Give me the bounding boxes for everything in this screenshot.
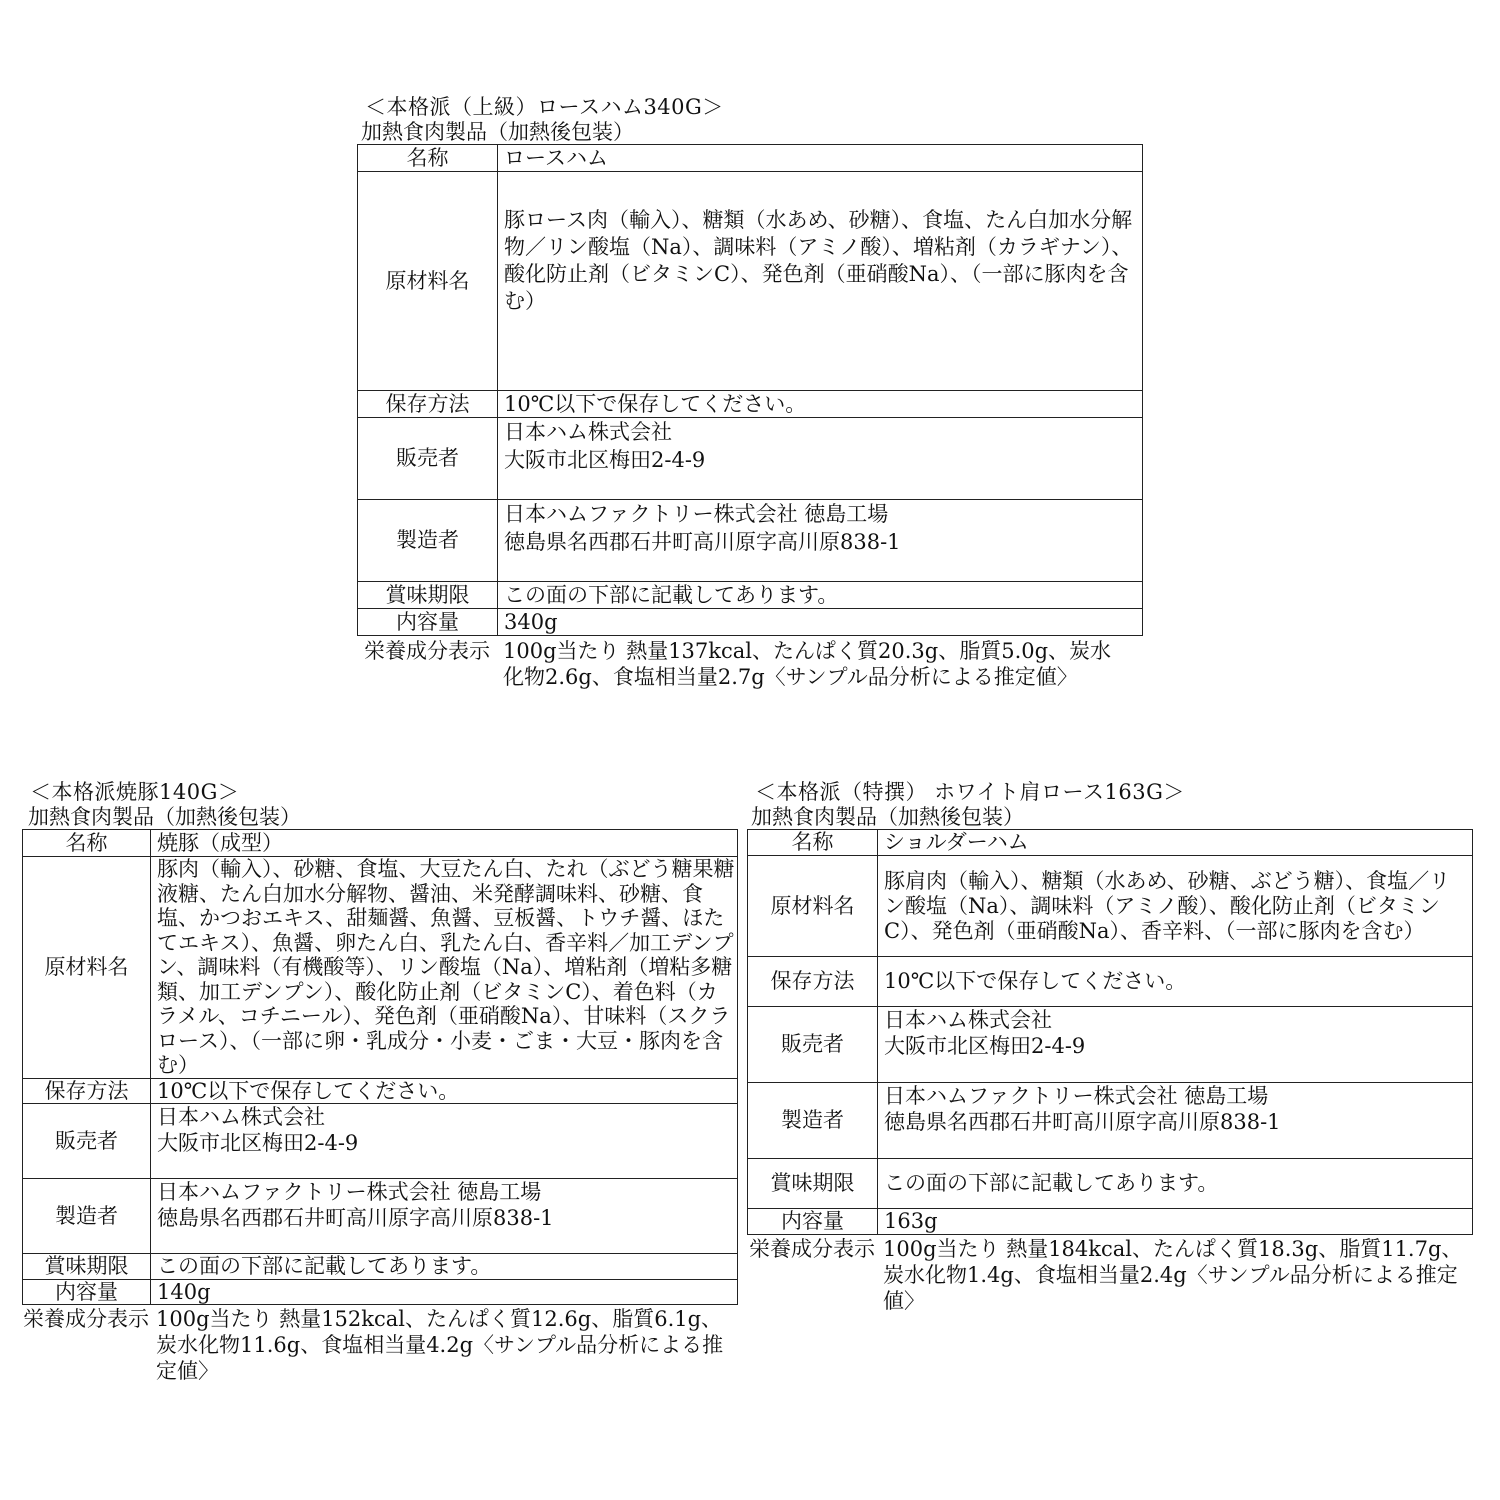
product-title: ＜本格派焼豚140G＞ [30,780,240,804]
row-storage [23,1078,738,1104]
row-value: この面の下部に記載してあります。 [151,1254,738,1280]
row-name [748,830,1473,856]
row-value: 10℃以下で保存してください。 [878,957,1473,1007]
row-manufacturer [23,1179,738,1254]
row-key: 製造者 [23,1179,151,1254]
nutrition-key: 栄養成分表示 [23,1307,149,1331]
product-category: 加熱食肉製品（加熱後包装） [361,120,634,144]
label-roast-pork [22,780,737,1384]
row-value: 日本ハム株式会社 大阪市北区梅田2-4-9 [498,418,1143,500]
row-seller [358,418,1143,500]
row-key: 賞味期限 [748,1159,878,1209]
label-table [357,144,1143,636]
row-name [23,830,738,857]
row-value: この面の下部に記載してあります。 [498,582,1143,609]
row-value: 日本ハム株式会社 大阪市北区梅田2-4-9 [878,1007,1473,1083]
row-key: 内容量 [358,609,498,636]
label-white-shoulder-roast [747,780,1472,1314]
nutrition-facts [357,638,1142,690]
product-title: ＜本格派（特撰） ホワイト肩ロース163G＞ [755,780,1185,804]
nutrition-facts [747,1236,1472,1314]
row-value: 10℃以下で保存してください。 [498,391,1143,418]
row-manufacturer [748,1083,1473,1159]
label-table [747,829,1473,1235]
row-value: 豚ロース肉（輸入）、糖類（水あめ、砂糖）、食塩、たん白加水分解物／リン酸塩（Na）、調味料（アミノ酸）、増粘剤（カラギナン）、酸化防止剤（ビタミンC）、発色剤（亜硝酸Na）、（一部に豚肉を含む） [498,172,1143,391]
row-value: 豚肩肉（輸入）、糖類（水あめ、砂糖、ぶどう糖）、食塩／リン酸塩（Na）、調味料（アミノ酸）、酸化防止剤（ビタミンC）、発色剤（亜硝酸Na）、香辛料、（一部に豚肉を含む） [878,856,1473,957]
row-storage [748,957,1473,1007]
row-net-weight [23,1279,738,1305]
row-key: 原材料名 [748,856,878,957]
row-key: 名称 [23,830,151,857]
row-key: 賞味期限 [358,582,498,609]
row-best-before [358,582,1143,609]
row-key: 内容量 [748,1209,878,1235]
row-key: 保存方法 [358,391,498,418]
row-ingredients [23,857,738,1079]
row-storage [358,391,1143,418]
row-key: 販売者 [358,418,498,500]
row-seller [748,1007,1473,1083]
product-title: ＜本格派（上級）ロースハム340G＞ [365,95,724,119]
row-best-before [748,1159,1473,1209]
row-value: 10℃以下で保存してください。 [151,1078,738,1104]
row-best-before [23,1254,738,1280]
row-key: 内容量 [23,1279,151,1305]
row-key: 製造者 [748,1083,878,1159]
row-key: 名称 [358,145,498,172]
row-key: 製造者 [358,500,498,582]
row-net-weight [748,1209,1473,1235]
row-manufacturer [358,500,1143,582]
row-key: 販売者 [23,1104,151,1179]
nutrition-value: 100g当たり 熱量137kcal、たんぱく質20.3g、脂質5.0g、炭水化物2.6g、食塩相当量2.7g〈サンプル品分析による推定値〉 [503,639,1112,689]
row-value: 豚肉（輸入）、砂糖、食塩、大豆たん白、たれ（ぶどう糖果糖液糖、たん白加水分解物、醤油、米発酵調味料、砂糖、食塩、かつおエキス、甜麺醤、魚醤、豆板醤、トウチ醤、ほたてエキス）、魚醤、卵たん白、乳たん白、香辛料／加工デンプン、調味料（有機酸等）、リン酸塩（Na）、増粘剤（増粘多糖類、加工デンプン）、酸化防止剤（ビタミンC）、着色料（カラメル、コチニール）、発色剤（亜硝酸Na）、甘味料（スクラロース）、（一部に卵・乳成分・小麦・ごま・大豆・豚肉を含む） [151,857,738,1079]
row-value: ショルダーハム [878,830,1473,856]
nutrition-key: 栄養成分表示 [749,1237,875,1261]
nutrition-value: 100g当たり 熱量184kcal、たんぱく質18.3g、脂質11.7g、炭水化物1.4g、食塩相当量2.4g〈サンプル品分析による推定値〉 [883,1237,1463,1313]
row-seller [23,1104,738,1179]
row-value: 日本ハム株式会社 大阪市北区梅田2-4-9 [151,1104,738,1179]
label-roast-ham [357,95,1142,690]
row-key: 原材料名 [358,172,498,391]
nutrition-facts [22,1306,737,1384]
row-ingredients [748,856,1473,957]
row-key: 販売者 [748,1007,878,1083]
nutrition-value: 100g当たり 熱量152kcal、たんぱく質12.6g、脂質6.1g、炭水化物11.6g、食塩相当量4.2g〈サンプル品分析による推定値〉 [156,1307,724,1383]
row-key: 原材料名 [23,857,151,1079]
row-value: 163g [878,1209,1473,1235]
product-category: 加熱食肉製品（加熱後包装） [28,805,301,829]
row-value: 日本ハムファクトリー株式会社 徳島工場 徳島県名西郡石井町高川原字高川原838-1 [498,500,1143,582]
row-name [358,145,1143,172]
row-value: ロースハム [498,145,1143,172]
row-key: 保存方法 [23,1078,151,1104]
row-key: 賞味期限 [23,1254,151,1280]
row-value: 140g [151,1279,738,1305]
row-key: 名称 [748,830,878,856]
row-value: この面の下部に記載してあります。 [878,1159,1473,1209]
label-table [22,829,738,1305]
row-value: 焼豚（成型） [151,830,738,857]
row-net-weight [358,609,1143,636]
nutrition-key: 栄養成分表示 [364,639,490,663]
product-category: 加熱食肉製品（加熱後包装） [751,805,1024,829]
row-key: 保存方法 [748,957,878,1007]
row-value: 日本ハムファクトリー株式会社 徳島工場 徳島県名西郡石井町高川原字高川原838-1 [878,1083,1473,1159]
row-value: 340g [498,609,1143,636]
row-value: 日本ハムファクトリー株式会社 徳島工場 徳島県名西郡石井町高川原字高川原838-1 [151,1179,738,1254]
row-ingredients [358,172,1143,391]
